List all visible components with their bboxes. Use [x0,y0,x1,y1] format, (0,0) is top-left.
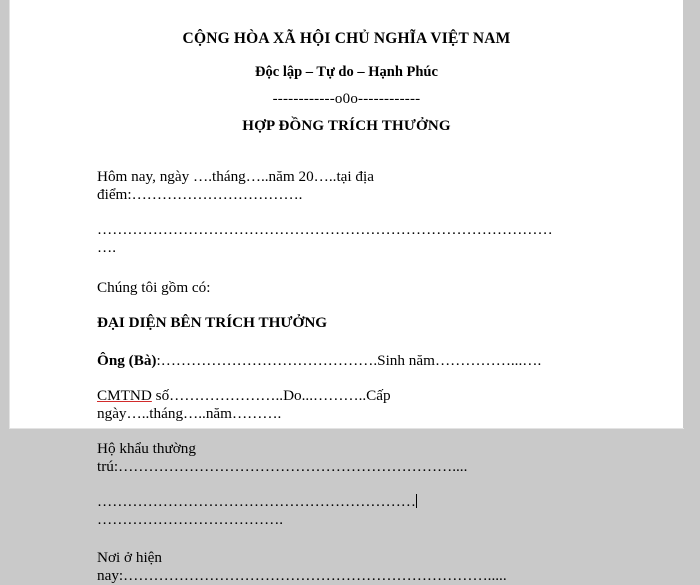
field-residence-continued [97,493,567,529]
paragraph-date-continued: …………………………………………………………………………………. [97,221,553,256]
paragraph-date: Hôm nay, ngày ….tháng…..năm 20…..tại địa điểm:……………………………. [97,168,378,203]
national-motto: Độc lập – Tự do – Hạnh Phúc [255,64,438,80]
document-body [97,168,567,585]
contract-title: HỢP ĐỒNG TRÍCH THƯỞNG [242,118,451,134]
field-id-label: CMTND [97,387,152,404]
paragraph-parties-intro: Chúng tôi gồm có: [97,279,211,296]
heading-party-representative: ĐẠI DIỆN BÊN TRÍCH THƯỞNG [97,314,328,331]
document-page [10,0,683,584]
field-name-label: Ông (Bà) [97,352,157,369]
field-id-line [97,387,567,423]
document-canvas[interactable] [10,0,683,584]
field-name-line [97,352,567,370]
page-right-gutter [683,0,700,428]
field-name-value: :…………………………………….Sinh năm……………...…. [156,352,542,369]
field-id-value: số…………………..Do...………..Cấp ngày…..tháng…..năm………. [97,387,395,422]
residence-dots-left: ……………………………………………………… [97,493,416,510]
field-current-address: Nơi ở hiện nay:………………………………………………………………..... [97,549,507,584]
title-separator: ------------o0o------------ [272,91,421,107]
text-cursor [416,494,417,508]
field-permanent-residence: Hộ khẩu thường trú:………………………………………………………….... [97,440,468,475]
residence-dots-right: ………………………………. [97,511,284,528]
national-title: CỘNG HÒA XÃ HỘI CHỦ NGHĨA VIỆT NAM [182,30,511,47]
